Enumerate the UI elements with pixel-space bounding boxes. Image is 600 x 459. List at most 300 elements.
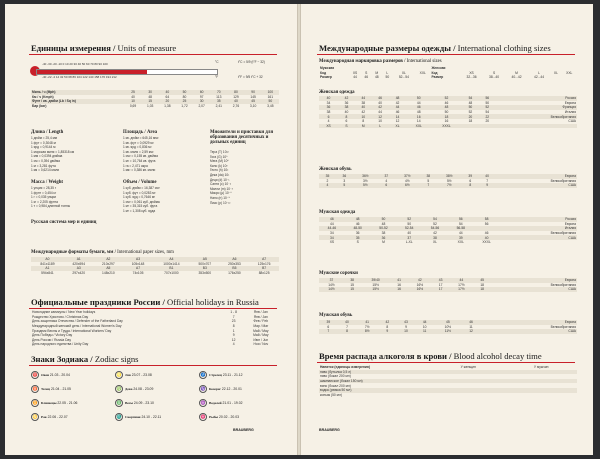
table-cell: 3,10: [249, 104, 257, 109]
celsius-ticks: -40 -30 -20 -10 0 10 20 30 40 50 60 70 80 90 100: [42, 62, 108, 66]
table-cell: 105x148: [131, 261, 145, 266]
table-cell: 18: [480, 282, 484, 287]
table-cell: 41: [356, 320, 378, 325]
table-cell: 52...54: [398, 75, 409, 80]
zodiac-name: Телец: [41, 386, 50, 391]
table-cell: Мужская: [320, 66, 335, 71]
table-cell: 50: [462, 105, 479, 110]
table-cell: XS: [469, 70, 474, 75]
mass-title: Масса / Weight: [31, 180, 64, 185]
table-cell: 44: [416, 100, 421, 105]
table-cell: XXL: [419, 70, 426, 75]
table-cell: B7: [249, 266, 279, 271]
table-cell: 64: [165, 94, 170, 99]
table-cell: 10: [124, 99, 141, 104]
table-cell: Великобритания: [550, 282, 576, 287]
table-cell: 25: [124, 90, 141, 95]
table-cell: У мужчин: [533, 365, 549, 370]
table-row: [319, 329, 577, 334]
table-cell: A7: [123, 266, 153, 271]
list-item: Кило (k) 10³: [210, 163, 228, 168]
paper-title: Международные форматы бумаги, мм / International paper sizes, mm: [31, 250, 174, 255]
list-item: 1 см = 0,394 дюйма: [31, 158, 60, 163]
table-cell: 38: [381, 231, 386, 236]
table-cell: Рождество Христово / Christmas Day: [32, 314, 89, 319]
table-cell: 1000x1414: [163, 261, 180, 266]
table-cell: 1,72: [181, 104, 188, 109]
table-cell: 43: [432, 278, 449, 283]
table-cell: 30: [193, 99, 210, 104]
list-item: 1 кг = 2,205 фунта: [31, 199, 58, 204]
table-row: [319, 287, 577, 292]
table-cell: 7: [486, 178, 489, 183]
table-cell: Международный женский день / International Women's Day: [32, 324, 122, 329]
table-cell: 16: [444, 119, 449, 124]
table-cell: Европа: [564, 100, 576, 105]
list-item: 1 ярд = 0,9144 м: [31, 145, 56, 150]
volume-title: Объем / Volume: [123, 180, 157, 185]
table-cell: 15½: [361, 287, 391, 292]
table-cell: 16: [391, 287, 408, 292]
list-item: 1 см² = 0,155 кв. дюйма: [123, 154, 158, 159]
list-item: 1 куб. фут = 0,0283 м³: [123, 190, 156, 195]
holidays-rule: [29, 308, 277, 309]
table-cell: 44: [415, 320, 434, 325]
table-cell: 90: [245, 90, 262, 95]
list-item: Гига (G) 10⁹: [210, 154, 228, 159]
list-item: Дека (da) 10¹: [210, 172, 230, 177]
table-cell: 1,03: [146, 104, 154, 109]
table-cell: 37½: [395, 174, 420, 179]
table-cell: XL: [401, 70, 406, 75]
table-cell: 44: [330, 221, 334, 226]
table-row: [319, 124, 577, 129]
zodiac-icon: ♈: [32, 372, 38, 377]
table-cell: 52: [433, 221, 437, 226]
zodiac-rule: [29, 365, 277, 366]
table-cell: 42: [372, 105, 389, 110]
list-item: 1 дюйм = 25,4 мм: [31, 136, 57, 140]
table-cell: 48: [381, 221, 386, 226]
brand-logo-right: BRAUBERG: [319, 428, 340, 432]
table-cell: 50: [407, 221, 412, 226]
table-cell: 50: [262, 99, 279, 104]
list-item: Тера (T) 10¹²: [210, 150, 229, 154]
celsius-formula: t°C = 5/9 (t°F − 32): [238, 60, 265, 64]
table-cell: L: [386, 70, 389, 75]
table-cell: 50: [176, 90, 193, 95]
table-cell: пиво (бутылка 0,5 л): [319, 370, 431, 375]
table-cell: Код: [431, 70, 438, 75]
table-cell: 18: [474, 287, 491, 292]
table-cell: 15: [142, 99, 159, 104]
table-cell: 56: [448, 217, 474, 222]
table-cell: 38: [344, 278, 361, 283]
table-cell: США: [496, 287, 577, 292]
table-cell: Май / May: [253, 328, 269, 333]
list-item: 1 м³ = 1,308 куб. ярда: [123, 208, 156, 213]
zodiac-sign: [199, 413, 239, 421]
table-cell: 4½: [404, 178, 410, 183]
table-cell: 50: [407, 96, 431, 101]
table-cell: 45: [474, 278, 491, 283]
table-cell: M: [515, 70, 518, 75]
table-cell: A6: [220, 257, 250, 262]
alcohol-table: [319, 365, 577, 397]
table-cell: M: [355, 124, 372, 129]
table-cell: 1,38: [164, 104, 171, 109]
mens-clothing-title: Мужская одежда: [319, 210, 356, 215]
zodiac-icon: ♏: [116, 414, 122, 419]
table-cell: 11½: [434, 329, 462, 334]
table-cell: 6: [319, 114, 338, 119]
table-cell: Миль / ч (Mph): [31, 90, 124, 95]
zodiac-name: Водолей: [209, 400, 222, 405]
table-cell: 48: [389, 96, 407, 101]
zodiac-name: Скорпион: [125, 414, 141, 419]
table-cell: 16½: [407, 287, 432, 292]
list-item: 1 фунт = 0,454 кг: [31, 190, 57, 195]
table-cell: 52: [479, 105, 496, 110]
table-cell: Код: [320, 70, 327, 75]
table-cell: 37: [378, 174, 395, 179]
zodiac-dates: 24.08 - 23.09: [132, 386, 154, 391]
table-cell: S: [356, 240, 359, 245]
zodiac-icon: ♓: [200, 414, 206, 419]
zodiac-icon: ♋: [32, 414, 38, 419]
table-cell: 17½: [449, 287, 474, 292]
table-cell: 297x420: [72, 271, 86, 276]
table-cell: Россия: [496, 96, 577, 101]
table-cell: 2,76: [232, 104, 240, 109]
table-cell: [553, 393, 577, 398]
list-item: 1 кв. дюйм = 645,16 мм²: [123, 136, 159, 140]
zodiac-icon: ♑: [200, 386, 206, 391]
zodiac-dates: 21.04 - 21.05: [50, 386, 71, 391]
list-item: Пико (p) 10⁻¹²: [210, 200, 231, 205]
table-cell: Великобритания: [550, 324, 576, 329]
table-cell: 48-50: [345, 226, 371, 231]
table-cell: 7½: [437, 183, 462, 188]
table-cell: 50-52: [371, 226, 397, 231]
table-cell: Италия: [509, 226, 577, 231]
list-item: 1 куб. дюйм = 16,387 см³: [123, 186, 160, 190]
table-cell: L-XL: [405, 240, 413, 245]
table-cell: 5: [336, 183, 353, 188]
zodiac-name: Дева: [125, 386, 133, 391]
table-cell: 4: [327, 119, 330, 124]
table-cell: 44: [353, 75, 357, 80]
table-cell: 125x176: [257, 261, 271, 266]
table-cell: 12: [395, 119, 400, 124]
prefix-list: [210, 150, 233, 205]
table-cell: 38: [422, 235, 448, 240]
table-cell: [509, 240, 577, 245]
table-cell: 54: [462, 96, 479, 101]
table-cell: 56: [479, 96, 496, 101]
table-cell: 500x707: [198, 261, 212, 266]
table-cell: 50: [371, 217, 397, 222]
table-row: [31, 342, 279, 347]
table-cell: Европа: [487, 320, 577, 325]
zodiac-name: Близнецы: [41, 400, 57, 405]
table-cell: коньяк (50 мл): [320, 392, 342, 397]
table-cell: [481, 393, 506, 398]
zodiac-dates: 24.10 - 22.11: [140, 414, 162, 419]
table-cell: 30: [142, 90, 159, 95]
list-item: 1 фут = 0,3048 м: [31, 140, 56, 145]
table-cell: 12: [372, 114, 389, 119]
table-cell: 42...44: [534, 75, 545, 80]
table-cell: 56: [484, 221, 489, 226]
table-cell: 70: [210, 90, 227, 95]
table-cell: [529, 393, 553, 398]
list-item: 1 га = 2,471 акра: [123, 163, 148, 168]
table-cell: Великобритания: [550, 231, 576, 236]
table-cell: Европа: [564, 221, 576, 226]
right-page: [301, 4, 593, 455]
table-cell: шампанское (бокал 150 мл): [319, 379, 431, 384]
table-cell: 56-58: [448, 226, 474, 231]
table-cell: 12: [462, 329, 481, 334]
zodiac-name: Рыбы: [209, 414, 219, 419]
list-item: 1 км² = 0,386 кв. мили: [123, 168, 156, 173]
table-cell: 11: [415, 329, 434, 334]
table-cell: 6: [378, 183, 395, 188]
clothing-rule: [317, 54, 575, 55]
table-cell: 0,69: [129, 104, 137, 109]
zodiac-dates: 21.01 - 19.02: [221, 400, 243, 405]
table-cell: 148x210: [102, 271, 115, 276]
table-cell: 48: [345, 217, 371, 222]
list-item: Микро (μ) 10⁻⁶: [210, 191, 232, 196]
zodiac-sign: [115, 385, 153, 393]
table-cell: B1: [153, 266, 190, 271]
alcohol-rule: [317, 362, 575, 363]
table-cell: 17: [438, 282, 443, 287]
table-cell: 420x594: [72, 261, 86, 266]
table-cell: 45: [245, 99, 262, 104]
table-cell: 35: [319, 174, 336, 179]
table-cell: M: [382, 240, 385, 245]
zodiac-icon: ♎: [116, 400, 122, 405]
table-cell: 8: [462, 183, 479, 188]
table-cell: 841x1189: [40, 261, 55, 266]
table-cell: 32...36: [466, 75, 477, 80]
zodiac-dates: 22.06 - 22.07: [46, 414, 68, 419]
table-cell: A7: [249, 257, 279, 262]
table-cell: 7: [319, 329, 338, 334]
table-cell: 145: [250, 94, 256, 99]
table-cell: 5½: [446, 178, 452, 183]
table-cell: 16½: [416, 282, 424, 287]
table-cell: 38½: [437, 174, 462, 179]
table-cell: A4: [153, 257, 190, 262]
length-list: [31, 136, 74, 173]
table-cell: 40: [159, 90, 176, 95]
table-cell: 20: [159, 99, 176, 104]
table-cell: 10: [378, 119, 382, 124]
table-cell: A1: [31, 266, 64, 271]
table-cell: 48: [468, 100, 473, 105]
table-cell: 129: [233, 94, 239, 99]
table-cell: 4: [385, 178, 388, 183]
table-cell: XS: [329, 240, 335, 245]
table-cell: 54: [458, 221, 463, 226]
table-cell: 46: [319, 217, 345, 222]
table-cell: 52: [396, 217, 422, 222]
table-cell: A1: [64, 257, 94, 262]
thermometer: [30, 62, 220, 80]
table-cell: 250x353: [228, 261, 241, 266]
table-cell: Мар / Mar: [253, 324, 269, 329]
table-cell: 36: [344, 100, 349, 105]
table-cell: Янв / Jan: [253, 314, 268, 319]
title-rule: [29, 54, 277, 55]
table-cell: 14½: [319, 287, 344, 292]
table-cell: Италия: [564, 110, 576, 115]
table-cell: 60: [193, 90, 210, 95]
table-cell: A5: [94, 266, 124, 271]
table-cell: 44-46: [319, 226, 345, 231]
table-cell: Ноя / Nov: [253, 342, 269, 347]
table-cell: 44: [449, 278, 474, 283]
fahrenheit-ticks: -40 -22 -4 14 32 50 68 86 104 122 140 158 176 194 212: [42, 75, 117, 79]
table-cell: 52-54: [396, 226, 422, 231]
table-row: [319, 240, 577, 245]
table-cell: 8: [338, 329, 357, 334]
table-cell: 54: [422, 217, 448, 222]
table-cell: Фунт / кв. дюйм (Lb / Sq in): [31, 99, 124, 104]
table-cell: 40: [344, 110, 349, 115]
table-cell: Европа: [496, 278, 577, 283]
table-cell: [479, 124, 496, 129]
table-cell: A3: [64, 266, 94, 271]
table-cell: 8: [338, 114, 355, 119]
list-item: Санти (c) 10⁻²: [210, 182, 231, 187]
table-cell: Праздник Весны и Труда / International Workers' Day: [32, 328, 112, 333]
zodiac-name: Весы: [125, 400, 133, 405]
area-list: [123, 136, 158, 173]
table-cell: 10½: [444, 324, 452, 329]
table-row: [319, 183, 577, 188]
table-cell: 34: [330, 231, 334, 236]
table-cell: 6½: [395, 183, 420, 188]
zodiac-dates: 24.09 - 23.10: [132, 400, 154, 405]
table-cell: 16: [397, 282, 401, 287]
list-item: Мега (M) 10⁶: [210, 159, 229, 164]
table-cell: 42: [378, 320, 397, 325]
table-cell: 707x1000: [164, 271, 179, 276]
table-cell: 15½: [372, 282, 379, 287]
zodiac-name: Лев: [125, 372, 131, 377]
units-table: [31, 90, 279, 108]
zodiac-sign: [115, 413, 161, 421]
area-title: Площадь / Area: [123, 130, 157, 135]
table-cell: США: [509, 235, 577, 240]
table-cell: 9: [405, 324, 407, 329]
table-cell: 8: [386, 324, 389, 329]
zodiac-dates: 22.05 - 21.06: [56, 400, 78, 405]
table-cell: 54-56: [422, 226, 448, 231]
mens-clothing-table: [319, 217, 577, 245]
table-cell: 39: [462, 174, 479, 179]
list-item: Милли (m) 10⁻³: [210, 186, 233, 191]
units-title: Единицы измерения / Units of measure: [31, 43, 177, 53]
zodiac-dates: 20.02 - 20.03: [218, 414, 239, 419]
table-cell: 43: [397, 320, 416, 325]
table-cell: 74x105: [132, 271, 144, 276]
table-cell: У женщин: [460, 365, 476, 370]
table-cell: 2,07: [198, 104, 205, 109]
table-cell: B3: [190, 266, 220, 271]
table-cell: 15: [350, 282, 354, 287]
table-cell: водка (рюмка 50 мл): [319, 388, 431, 393]
table-cell: Май / May: [253, 333, 269, 338]
table-cell: XL: [389, 124, 407, 129]
zodiac-sign: [199, 371, 243, 379]
table-cell: 6: [327, 324, 330, 329]
table-cell: 3: [343, 178, 346, 183]
table-row: [31, 271, 279, 276]
table-row: [319, 75, 577, 80]
table-cell: 40: [407, 231, 412, 236]
list-item: 1 м² = 10,764 кв. фута: [123, 158, 156, 163]
zodiac-icon: ♊: [32, 400, 38, 405]
table-cell: 353x500: [198, 271, 212, 276]
table-cell: 38: [326, 110, 331, 115]
table-cell: Бар (bar): [32, 104, 47, 109]
table-cell: 38: [338, 105, 355, 110]
alcohol-title: Время распада алкоголя в крови / Blood alcohol decay time: [319, 351, 542, 361]
list-item: 1 куб. ярд = 0,7646 м³: [123, 195, 156, 200]
table-cell: 7: [346, 324, 348, 329]
fahrenheit-formula: t°F = 9/5 t°C + 32: [238, 75, 263, 79]
table-cell: 22: [479, 114, 496, 119]
table-cell: 36: [371, 235, 397, 240]
table-cell: 46: [395, 110, 400, 115]
table-cell: 35: [210, 99, 227, 104]
table-cell: 15: [344, 287, 361, 292]
table-cell: 6: [469, 178, 472, 183]
table-cell: 40: [479, 174, 496, 179]
table-cell: 36: [336, 174, 353, 179]
table-cell: A2: [94, 257, 124, 262]
table-cell: 34: [326, 100, 331, 105]
table-cell: Европа: [496, 174, 577, 179]
table-cell: Км / ч (Kmph): [32, 94, 54, 99]
intl-sizes-table: [319, 66, 577, 80]
zodiac-dates: 23.11 - 21.12: [221, 372, 243, 377]
table-cell: 20: [485, 119, 490, 124]
table-cell: 23: [231, 319, 236, 324]
table-cell: 46: [364, 75, 369, 80]
table-cell: 40...42: [511, 75, 522, 80]
table-cell: [415, 75, 430, 80]
table-cell: 44: [389, 105, 407, 110]
zodiac-sign: [115, 371, 152, 379]
left-page: [5, 4, 297, 455]
table-cell: День защитника Отечества / Defender of the Fatherland Day: [32, 319, 123, 324]
zodiac-sign: [31, 399, 77, 407]
table-cell: США: [496, 183, 577, 188]
list-item: 1 морская миля = 1,85318 км: [31, 149, 75, 154]
table-cell: 44: [355, 96, 372, 101]
table-cell: 18: [468, 119, 473, 124]
list-item: 1 г = 0,035 унции: [31, 195, 57, 200]
mens-shirts-table: [319, 278, 577, 292]
table-cell: Россия: [509, 217, 577, 222]
